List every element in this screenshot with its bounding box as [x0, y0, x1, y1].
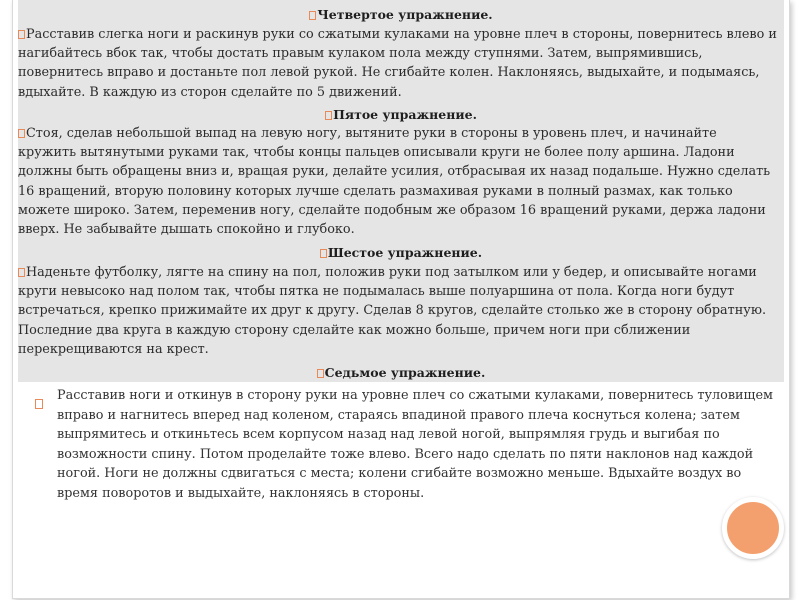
decorative-circle — [722, 497, 784, 559]
bullet-icon — [18, 129, 25, 138]
exercise-4-heading — [18, 7, 784, 23]
bullet-icon — [18, 268, 25, 277]
exercise-7-title: Седьмое упражнение. — [324, 365, 486, 380]
exercise-4-text — [18, 25, 778, 102]
bullet-icon — [18, 30, 25, 39]
exercise-4-body: Расставив слегка ноги и раскинув руки со сжатыми кулаками на уровне плеч в стороны, повернитесь влево и нагибайтесь вбок так, чтобы достать правым кулаком пола между ступнями. Затем, выпрямившись, повернитесь вправо и достаньте пол левой рукой. Не сгибайте колен. Наклоняясь, выдыхайте, и подымаясь, вдыхайте. В каждую из сторон сделайте по 5 движений. — [18, 27, 777, 100]
exercise-6-heading — [18, 245, 784, 261]
bullet-icon — [309, 11, 316, 20]
exercise-5-heading — [18, 107, 784, 123]
exercise-5-body: Стоя, сделав небольшой выпад на левую ногу, вытяните руки в стороны в уровень плеч, и начинайте кружить вытянутыми руками так, чтобы концы пальцев описывали круги не более полу аршина. Ладони должны быть обращены вниз и, вращая руки, делайте усилия, отбрасывая их назад подальше. Нужно сделать 16 вращений, вторую половину которых лучше сделать размахивая руками в полный размах, как только можете широко. Затем, переменив ногу, сделайте подобным же образом 16 вращений руками, держа ладони вверх. Не забывайте дышать спокойно и глубоко. — [18, 126, 771, 238]
exercise-5-title: Пятое упражнение. — [333, 107, 477, 122]
bullet-icon — [320, 249, 327, 258]
exercise-6-title: Шестое упражнение. — [327, 245, 483, 260]
exercise-7-text: Расставив ноги и откинув в сторону руки на уровне плеч со сжатыми кулаками, повернитесь туловищем вправо и нагнитесь вперед над коленом, стараясь впадиной правого плеча коснуться колена; затем выпрямитесь и откиньтесь всем корпусом назад над левой ногой, выпрямляя грудь и выгибая по возможности спину. Потом проделайте тоже влево. Всего надо сделать по пяти наклонов над каждой ногой. Ноги не должны сдвигаться с места; колени сгибайте возможно меньше. Вдыхайте воздух во время поворотов и выдыхайте, наклоняясь в стороны. — [57, 388, 773, 501]
exercise-4-title: Четвертое упражнение. — [317, 7, 493, 22]
bullet-icon — [325, 111, 332, 120]
exercise-6-body: Наденьте футболку, лягте на спину на пол, положив руки под затылком или у бедер, и описывайте ногами круги невысоко над полом так, чтобы пятка не подымалась выше полуаршина от пола. Когда ноги будут встречаться, крепко прижимайте их друг к другу. Сделав 8 кругов, сделайте столько же в сторону обратную. Последние два круга в каждую сторону сделайте как можно больше, причем ноги при сближении перекрещиваются на крест. — [18, 265, 767, 357]
slide-frame — [12, 0, 790, 599]
exercise-6-text — [18, 263, 778, 359]
exercise-5-text — [18, 124, 778, 239]
exercise-7-heading — [18, 365, 784, 381]
content-box — [18, 0, 784, 382]
bullet-icon — [317, 369, 324, 378]
bullet-icon — [35, 394, 43, 404]
